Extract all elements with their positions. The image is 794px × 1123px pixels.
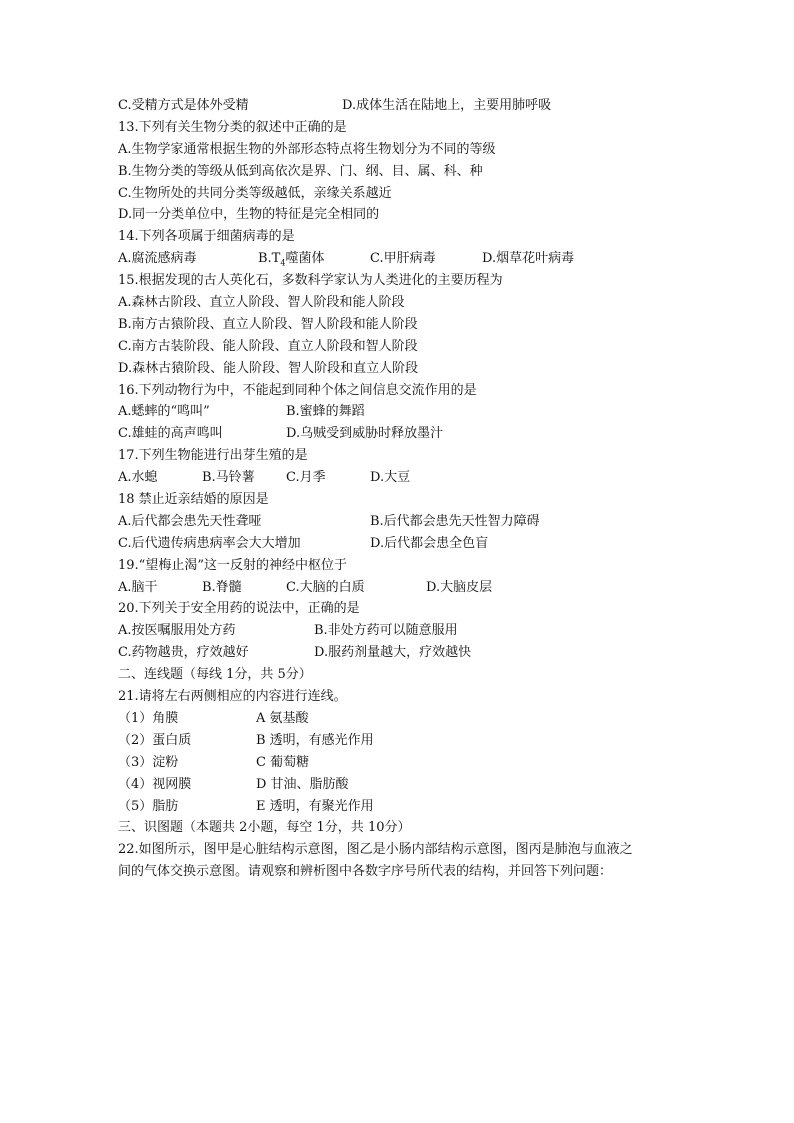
q16-options-ab [118,401,688,423]
q18-stem: 18 禁止近亲结婚的原因是 [118,492,269,508]
q15-option-a: A.森林古阶段、直立人阶段、智人阶段和能人阶段 [118,295,405,311]
q13-option-c: C.生物所处的共同分类等级越低，亲缘关系越近 [118,185,392,201]
q21-row-4 [118,774,688,796]
q19-option-b: B.脊髓 [202,579,242,595]
q17-options [118,467,688,489]
q20-options-ab [118,620,688,642]
q20-option-c: C.药物越贵，疗效越好 [118,645,249,661]
q21-row-3 [118,752,688,774]
q21-right-item: D 甘油、脂肪酸 [256,776,349,792]
q20-option-a: A.按医嘱服用处方药 [118,623,236,639]
q21-right-item: A 氨基酸 [256,710,309,726]
q20-options-cd [118,642,688,664]
q14-option-b-prefix: B.T [258,251,281,267]
q19-option-c: C.大脑的白质 [286,579,365,595]
q15-option-d: D.森林古猿阶段、能人阶段、智人阶段和直立人阶段 [118,360,419,376]
q19-option-a: A.脑干 [118,579,158,595]
q17-option-a: A.水螅 [118,470,158,486]
q14-stem: 14.下列各项属于细菌病毒的是 [118,229,295,245]
q19-stem: 19.“望梅止渴”这一反射的神经中枢位于 [118,557,347,573]
section-3-title: 三、识图题（本题共 2小题，每空 1分，共 10分） [118,820,411,836]
q15-option-c: C.南方古装阶段、能人阶段、直立人阶段和智人阶段 [118,338,418,354]
q15-option-b: B.南方古猿阶段、直立人阶段、智人阶段和能人阶段 [118,316,418,332]
q20-option-b: B.非处方药可以随意服用 [314,623,458,639]
q22-stem-line-2: 间的气体交换示意图。请观察和辨析图中各数字序号所代表的结构，并回答下列问题： [118,864,613,880]
q18-option-b: B.后代都会患先天性智力障碍 [370,513,540,529]
q16-option-b: B.蜜蜂的舞蹈 [286,404,365,420]
q18-option-d: D.后代都会患全色盲 [370,535,489,551]
q14-option-c: C.甲肝病毒 [370,251,436,267]
q17-option-c: C.月季 [286,470,326,486]
q14-option-a: A.腐流感病毒 [118,251,197,267]
q15-stem: 15.根据发现的古人英化石，多数科学家认为人类进化的主要历程为 [118,273,503,289]
q17-option-d: D.大豆 [370,470,411,486]
q20-option-d: D.服药剂量越大，疗效越快 [314,645,472,661]
q13-option-b: B.生物分类的等级从低到高依次是界、门、纲、目、属、科、种 [118,163,483,179]
q21-left-item: （1）角膜 [118,710,179,726]
q16-option-d: D.乌贼受到威胁时释放墨汁 [286,426,444,442]
q21-right-item: E 透明，有聚光作用 [256,798,374,814]
section-2-title: 二、连线题（每线 1分，共 5分） [118,667,312,683]
q21-row-5 [118,796,688,818]
q14-option-b-suffix: 噬菌体 [285,251,325,267]
q21-row-1 [118,708,688,730]
q19-option-d: D.大脑皮层 [426,579,493,595]
q13-stem: 13.下列有关生物分类的叙述中正确的是 [118,119,347,135]
q13-option-a: A.生物学家通常根据生物的外部形态特点将生物划分为不同的等级 [118,141,496,157]
q21-stem: 21.请将左右两侧相应的内容进行连线。 [118,689,347,705]
q12-options-cd [118,95,688,117]
q16-option-a: A.蟋蟀的“鸣叫” [118,404,210,420]
q12-option-d: D.成体生活在陆地上，主要用肺呼吸 [342,98,552,113]
q16-stem: 16.下列动物行为中，不能起到同种个体之间信息交流作用的是 [118,382,477,398]
q18-options-ab [118,511,688,533]
q21-left-item: （4）视网膜 [118,776,192,792]
q18-option-c: C.后代遗传病患病率会大大增加 [118,535,301,551]
q19-options [118,577,688,599]
q21-left-item: （5）脂肪 [118,798,179,814]
q14-option-d: D.烟草花叶病毒 [482,251,575,267]
q18-options-cd [118,533,688,555]
exam-page [118,95,688,883]
q17-stem: 17.下列生物能进行出芽生殖的是 [118,448,308,464]
q21-left-item: （3）淀粉 [118,754,179,770]
q16-option-c: C.雄蛙的高声鸣叫 [118,426,223,442]
q18-option-a: A.后代都会患先天性聋哑 [118,513,262,529]
q21-left-item: （2）蛋白质 [118,732,192,748]
q14-option-b-subscript: 4 [280,258,286,268]
q16-options-cd [118,423,688,445]
q14-options [118,248,688,270]
q12-option-c: C.受精方式是体外受精 [118,98,249,113]
q22-stem-line-1: 22.如图所示，图甲是心脏结构示意图，图乙是小肠内部结构示意图，图丙是肺泡与血液之 [118,842,633,858]
q21-right-item: B 透明，有感光作用 [256,732,374,748]
q13-option-d: D.同一分类单位中，生物的特征是完全相同的 [118,207,380,223]
q14-option-b [258,248,370,270]
q20-stem: 20.下列关于安全用药的说法中，正确的是 [118,601,360,617]
q21-row-2 [118,730,688,752]
q17-option-b: B.马铃薯 [202,470,255,486]
q21-right-item: C 葡萄糖 [256,754,310,770]
